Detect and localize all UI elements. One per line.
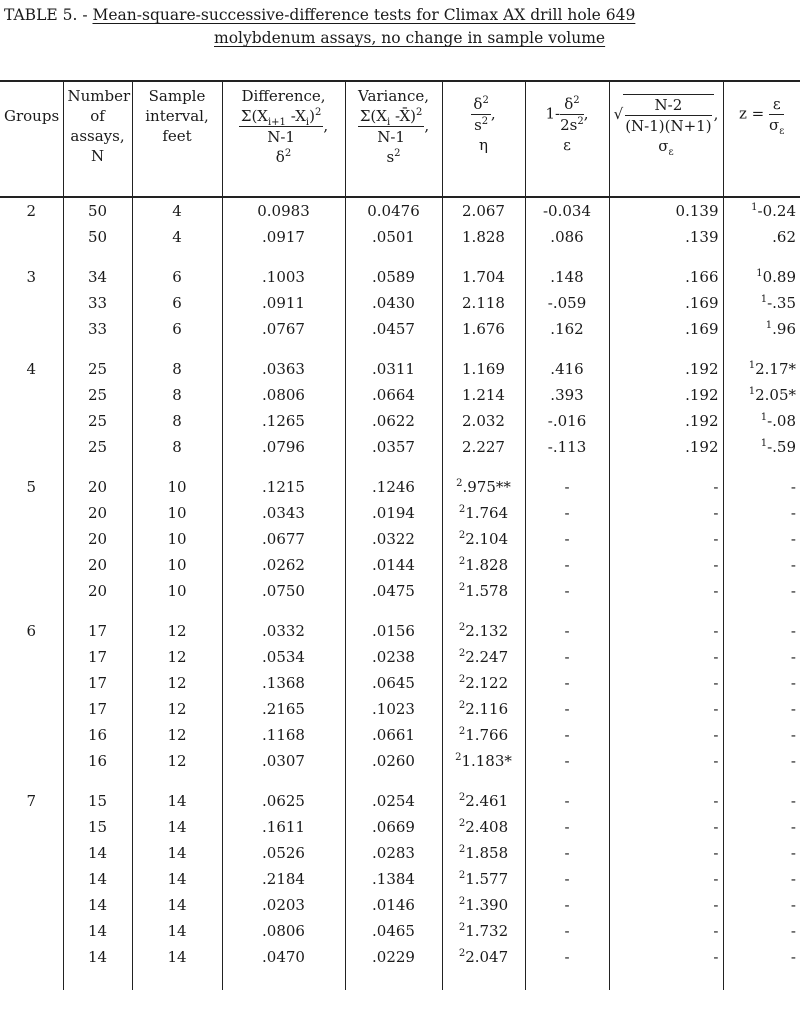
cell-variance: .0465 bbox=[345, 918, 442, 944]
cell-z: $^1$-.59 bbox=[723, 434, 800, 460]
cell-eta: 1.676 bbox=[442, 316, 525, 342]
cell-groups bbox=[0, 748, 63, 774]
cell-z: - bbox=[723, 892, 800, 918]
cell-difference: .1168 bbox=[222, 722, 345, 748]
cell-variance: .0357 bbox=[345, 434, 442, 460]
cell-variance: .0311 bbox=[345, 356, 442, 382]
cell-variance: .1246 bbox=[345, 474, 442, 500]
header-z: z = $\frac{\varepsilon}{\sigma_\varepsilon}$ bbox=[723, 81, 800, 197]
cell-groups bbox=[0, 892, 63, 918]
cell-number: 25 bbox=[63, 408, 132, 434]
data-table bbox=[0, 80, 800, 990]
cell-groups: 5 bbox=[26, 478, 37, 496]
sigma-formula: $\frac{N-2}{(N-1)(N+1)}$ bbox=[625, 96, 712, 135]
cell-groups bbox=[0, 500, 63, 526]
cell-eta: $^2$1.732 bbox=[442, 918, 525, 944]
cell-z: $^1$.96 bbox=[723, 316, 800, 342]
cell-difference: .0917 bbox=[222, 224, 345, 250]
cell-z: - bbox=[723, 500, 800, 526]
cell-number: 15 bbox=[63, 814, 132, 840]
table-row bbox=[0, 918, 800, 944]
cell-number: 16 bbox=[63, 722, 132, 748]
cell-sigma: - bbox=[609, 618, 723, 644]
cell-interval: 14 bbox=[132, 840, 222, 866]
cell-difference: 0.0983 bbox=[222, 197, 345, 224]
cell-sigma: .169 bbox=[609, 316, 723, 342]
table-row bbox=[0, 644, 800, 670]
cell-sigma: .192 bbox=[609, 356, 723, 382]
cell-difference: .1611 bbox=[222, 814, 345, 840]
table-caption-line1: Mean-square-successive-difference tests for Climax AX drill hole 649 bbox=[92, 6, 636, 24]
cell-z: - bbox=[723, 866, 800, 892]
cell-interval: 14 bbox=[132, 892, 222, 918]
cell-sigma: - bbox=[609, 578, 723, 604]
cell-eta: 1.169 bbox=[442, 356, 525, 382]
cell-eta: 1.704 bbox=[442, 264, 525, 290]
cell-difference: .0534 bbox=[222, 644, 345, 670]
cell-variance: .0661 bbox=[345, 722, 442, 748]
cell-groups bbox=[0, 918, 63, 944]
table-row bbox=[0, 290, 800, 316]
table-row bbox=[0, 474, 800, 500]
cell-interval: 14 bbox=[132, 866, 222, 892]
cell-eta: $^2$2.047 bbox=[442, 944, 525, 970]
cell-eta: $^2$2.104 bbox=[442, 526, 525, 552]
cell-interval: 12 bbox=[132, 618, 222, 644]
cell-z: $^1$2.05* bbox=[723, 382, 800, 408]
cell-groups: 4 bbox=[26, 360, 37, 378]
cell-eta: 2.118 bbox=[442, 290, 525, 316]
cell-number: 20 bbox=[63, 500, 132, 526]
cell-difference: .0796 bbox=[222, 434, 345, 460]
table-row bbox=[0, 356, 800, 382]
cell-variance: .1384 bbox=[345, 866, 442, 892]
cell-epsilon: -0.034 bbox=[525, 197, 609, 224]
cell-z: .62 bbox=[723, 224, 800, 250]
cell-variance: .0254 bbox=[345, 788, 442, 814]
cell-interval: 8 bbox=[132, 382, 222, 408]
cell-difference: .0363 bbox=[222, 356, 345, 382]
cell-z: - bbox=[723, 618, 800, 644]
cell-epsilon: -.113 bbox=[525, 434, 609, 460]
table-row bbox=[0, 316, 800, 342]
table-row bbox=[0, 197, 800, 224]
cell-eta: $^2$1.764 bbox=[442, 500, 525, 526]
cell-groups: 3 bbox=[26, 268, 37, 286]
cell-difference: .0911 bbox=[222, 290, 345, 316]
cell-variance: .0622 bbox=[345, 408, 442, 434]
table-row bbox=[0, 696, 800, 722]
cell-difference: .0767 bbox=[222, 316, 345, 342]
cell-epsilon: .086 bbox=[525, 224, 609, 250]
cell-number: 14 bbox=[63, 866, 132, 892]
cell-eta: 1.214 bbox=[442, 382, 525, 408]
cell-sigma: - bbox=[609, 918, 723, 944]
cell-groups bbox=[0, 552, 63, 578]
cell-eta: 2.032 bbox=[442, 408, 525, 434]
cell-interval: 6 bbox=[132, 316, 222, 342]
cell-groups bbox=[0, 224, 63, 250]
cell-groups bbox=[0, 290, 63, 316]
cell-sigma: - bbox=[609, 722, 723, 748]
cell-difference: .0750 bbox=[222, 578, 345, 604]
cell-difference: .1003 bbox=[222, 264, 345, 290]
cell-epsilon: - bbox=[525, 814, 609, 840]
cell-sigma: - bbox=[609, 748, 723, 774]
table-row bbox=[0, 866, 800, 892]
cell-sigma: - bbox=[609, 526, 723, 552]
table-row bbox=[0, 670, 800, 696]
table-row bbox=[0, 552, 800, 578]
cell-number: 14 bbox=[63, 840, 132, 866]
cell-sigma: - bbox=[609, 866, 723, 892]
table-row bbox=[0, 892, 800, 918]
cell-interval: 14 bbox=[132, 944, 222, 970]
cell-z: - bbox=[723, 644, 800, 670]
cell-interval: 4 bbox=[132, 224, 222, 250]
cell-interval: 12 bbox=[132, 644, 222, 670]
cell-number: 14 bbox=[63, 892, 132, 918]
cell-difference: .1368 bbox=[222, 670, 345, 696]
cell-number: 17 bbox=[63, 644, 132, 670]
cell-number: 50 bbox=[63, 224, 132, 250]
cell-interval: 10 bbox=[132, 526, 222, 552]
header-difference: Difference, $\frac{\Sigma(X_{i+1} -X_i)^2}{N-1}$ , $\delta^2$ bbox=[222, 81, 345, 197]
cell-interval: 14 bbox=[132, 788, 222, 814]
cell-number: 25 bbox=[63, 434, 132, 460]
cell-sigma: - bbox=[609, 944, 723, 970]
cell-interval: 10 bbox=[132, 474, 222, 500]
table-title bbox=[4, 4, 635, 26]
cell-difference: .0526 bbox=[222, 840, 345, 866]
cell-interval: 8 bbox=[132, 434, 222, 460]
group-spacer bbox=[0, 774, 800, 788]
cell-z: - bbox=[723, 944, 800, 970]
cell-variance: .0669 bbox=[345, 814, 442, 840]
cell-sigma: - bbox=[609, 474, 723, 500]
cell-sigma: .192 bbox=[609, 434, 723, 460]
cell-sigma: .192 bbox=[609, 408, 723, 434]
cell-groups: 6 bbox=[26, 622, 37, 640]
cell-z: - bbox=[723, 722, 800, 748]
cell-sigma: .166 bbox=[609, 264, 723, 290]
cell-z: $^1$-0.24 bbox=[723, 197, 800, 224]
cell-groups bbox=[0, 866, 63, 892]
cell-groups bbox=[0, 814, 63, 840]
cell-sigma: - bbox=[609, 500, 723, 526]
cell-eta: $^2$1.828 bbox=[442, 552, 525, 578]
cell-sigma: 0.139 bbox=[609, 197, 723, 224]
header-sigma: √ $\frac{N-2}{(N-1)(N+1)}$ , $\sigma_\varepsilon$ bbox=[609, 81, 723, 197]
cell-variance: .0156 bbox=[345, 618, 442, 644]
cell-sigma: - bbox=[609, 814, 723, 840]
table-body bbox=[0, 197, 800, 990]
cell-epsilon: .162 bbox=[525, 316, 609, 342]
cell-variance: 0.0476 bbox=[345, 197, 442, 224]
cell-sigma: - bbox=[609, 670, 723, 696]
cell-number: 16 bbox=[63, 748, 132, 774]
cell-difference: .0307 bbox=[222, 748, 345, 774]
table-caption-line2: molybdenum assays, no change in sample volume bbox=[214, 29, 606, 47]
cell-variance: .0194 bbox=[345, 500, 442, 526]
cell-variance: .0146 bbox=[345, 892, 442, 918]
group-spacer bbox=[0, 460, 800, 474]
cell-interval: 12 bbox=[132, 696, 222, 722]
cell-groups bbox=[0, 526, 63, 552]
table-row bbox=[0, 578, 800, 604]
cell-groups bbox=[0, 382, 63, 408]
cell-variance: .0238 bbox=[345, 644, 442, 670]
cell-difference: .2184 bbox=[222, 866, 345, 892]
table-row bbox=[0, 264, 800, 290]
table-label: TABLE 5. - bbox=[4, 6, 93, 24]
cell-variance: .0322 bbox=[345, 526, 442, 552]
cell-epsilon: - bbox=[525, 722, 609, 748]
cell-variance: .0645 bbox=[345, 670, 442, 696]
cell-groups: 7 bbox=[26, 792, 37, 810]
cell-interval: 10 bbox=[132, 500, 222, 526]
cell-groups bbox=[0, 670, 63, 696]
cell-number: 14 bbox=[63, 918, 132, 944]
cell-number: 34 bbox=[63, 264, 132, 290]
header-groups: Groups bbox=[0, 81, 63, 197]
cell-variance: .0589 bbox=[345, 264, 442, 290]
header-variance: Variance, $\frac{\Sigma(X_i -X̄)^2}{N-1}$ , $s^2$ bbox=[345, 81, 442, 197]
cell-eta: 2.227 bbox=[442, 434, 525, 460]
header-interval: Sample interval, feet bbox=[132, 81, 222, 197]
cell-sigma: - bbox=[609, 840, 723, 866]
cell-difference: .1265 bbox=[222, 408, 345, 434]
cell-variance: .0283 bbox=[345, 840, 442, 866]
cell-eta: $^2$1.858 bbox=[442, 840, 525, 866]
cell-number: 14 bbox=[63, 944, 132, 970]
table-row bbox=[0, 722, 800, 748]
difference-formula: $\frac{\Sigma(X_{i+1} -X_i)^2}{N-1}$ bbox=[240, 107, 322, 146]
cell-difference: .0343 bbox=[222, 500, 345, 526]
cell-number: 20 bbox=[63, 474, 132, 500]
cell-interval: 14 bbox=[132, 814, 222, 840]
cell-epsilon: - bbox=[525, 788, 609, 814]
group-spacer bbox=[0, 604, 800, 618]
cell-epsilon: .148 bbox=[525, 264, 609, 290]
cell-number: 33 bbox=[63, 316, 132, 342]
header-epsilon: 1- $\frac{\delta^2}{2s^2}$ , ε bbox=[525, 81, 609, 197]
cell-difference: .0677 bbox=[222, 526, 345, 552]
cell-eta: 2.067 bbox=[442, 197, 525, 224]
cell-difference: .0203 bbox=[222, 892, 345, 918]
cell-eta: $^2$.975** bbox=[442, 474, 525, 500]
cell-groups bbox=[0, 578, 63, 604]
cell-epsilon: - bbox=[525, 500, 609, 526]
cell-eta: $^2$2.408 bbox=[442, 814, 525, 840]
cell-epsilon: - bbox=[525, 892, 609, 918]
cell-groups bbox=[0, 434, 63, 460]
cell-z: - bbox=[723, 670, 800, 696]
table-row bbox=[0, 944, 800, 970]
cell-variance: .1023 bbox=[345, 696, 442, 722]
table-row bbox=[0, 526, 800, 552]
cell-number: 25 bbox=[63, 356, 132, 382]
cell-groups bbox=[0, 316, 63, 342]
table-row bbox=[0, 840, 800, 866]
cell-z: - bbox=[723, 696, 800, 722]
cell-groups bbox=[0, 944, 63, 970]
table-row bbox=[0, 434, 800, 460]
table-row bbox=[0, 748, 800, 774]
cell-variance: .0229 bbox=[345, 944, 442, 970]
cell-z: - bbox=[723, 748, 800, 774]
cell-number: 20 bbox=[63, 552, 132, 578]
table-row bbox=[0, 382, 800, 408]
cell-z: - bbox=[723, 788, 800, 814]
cell-interval: 10 bbox=[132, 552, 222, 578]
cell-eta: $^2$2.247 bbox=[442, 644, 525, 670]
cell-z: - bbox=[723, 552, 800, 578]
cell-interval: 6 bbox=[132, 264, 222, 290]
eta-formula: $\frac{\delta^2}{s^2}$ bbox=[473, 95, 489, 134]
cell-interval: 14 bbox=[132, 918, 222, 944]
cell-z: - bbox=[723, 526, 800, 552]
cell-interval: 6 bbox=[132, 290, 222, 316]
cell-interval: 12 bbox=[132, 748, 222, 774]
cell-sigma: - bbox=[609, 696, 723, 722]
z-formula: $\frac{\varepsilon}{\sigma_\varepsilon}$ bbox=[769, 95, 785, 137]
cell-variance: .0501 bbox=[345, 224, 442, 250]
cell-sigma: .139 bbox=[609, 224, 723, 250]
cell-epsilon: .416 bbox=[525, 356, 609, 382]
cell-epsilon: - bbox=[525, 866, 609, 892]
cell-interval: 8 bbox=[132, 408, 222, 434]
cell-epsilon: - bbox=[525, 944, 609, 970]
cell-groups bbox=[0, 840, 63, 866]
cell-sigma: - bbox=[609, 552, 723, 578]
cell-difference: .0806 bbox=[222, 382, 345, 408]
cell-epsilon: - bbox=[525, 526, 609, 552]
cell-sigma: - bbox=[609, 644, 723, 670]
header-number: Number of assays, N bbox=[63, 81, 132, 197]
cell-sigma: - bbox=[609, 892, 723, 918]
cell-variance: .0664 bbox=[345, 382, 442, 408]
table-row bbox=[0, 788, 800, 814]
cell-eta: $^2$2.122 bbox=[442, 670, 525, 696]
cell-groups bbox=[0, 696, 63, 722]
cell-epsilon: - bbox=[525, 696, 609, 722]
cell-sigma: .192 bbox=[609, 382, 723, 408]
cell-groups bbox=[0, 722, 63, 748]
cell-number: 17 bbox=[63, 696, 132, 722]
cell-number: 20 bbox=[63, 578, 132, 604]
cell-variance: .0457 bbox=[345, 316, 442, 342]
table-row bbox=[0, 618, 800, 644]
cell-eta: $^2$1.578 bbox=[442, 578, 525, 604]
cell-epsilon: - bbox=[525, 918, 609, 944]
cell-epsilon: - bbox=[525, 618, 609, 644]
cell-difference: .2165 bbox=[222, 696, 345, 722]
header-eta: $\frac{\delta^2}{s^2}$ , η bbox=[442, 81, 525, 197]
cell-eta: $^2$2.132 bbox=[442, 618, 525, 644]
group-spacer bbox=[0, 342, 800, 356]
table-row bbox=[0, 814, 800, 840]
cell-groups: 2 bbox=[26, 202, 37, 220]
cell-eta: 1.828 bbox=[442, 224, 525, 250]
cell-epsilon: - bbox=[525, 578, 609, 604]
cell-z: - bbox=[723, 814, 800, 840]
cell-number: 50 bbox=[63, 197, 132, 224]
cell-z: $^1$2.17* bbox=[723, 356, 800, 382]
cell-epsilon: -.059 bbox=[525, 290, 609, 316]
cell-z: $^1$0.89 bbox=[723, 264, 800, 290]
header-row bbox=[0, 81, 800, 197]
cell-difference: .0806 bbox=[222, 918, 345, 944]
cell-interval: 12 bbox=[132, 670, 222, 696]
cell-eta: $^2$2.461 bbox=[442, 788, 525, 814]
group-spacer bbox=[0, 250, 800, 264]
cell-z: $^1$-.08 bbox=[723, 408, 800, 434]
cell-epsilon: - bbox=[525, 474, 609, 500]
cell-epsilon: - bbox=[525, 644, 609, 670]
cell-sigma: - bbox=[609, 788, 723, 814]
cell-difference: .0470 bbox=[222, 944, 345, 970]
cell-epsilon: .393 bbox=[525, 382, 609, 408]
cell-interval: 10 bbox=[132, 578, 222, 604]
variance-formula: $\frac{\Sigma(X_i -X̄)^2}{N-1}$ bbox=[359, 107, 423, 146]
cell-difference: .1215 bbox=[222, 474, 345, 500]
cell-eta: $^2$1.766 bbox=[442, 722, 525, 748]
cell-number: 25 bbox=[63, 382, 132, 408]
cell-variance: .0475 bbox=[345, 578, 442, 604]
cell-eta: $^2$1.390 bbox=[442, 892, 525, 918]
cell-number: 17 bbox=[63, 618, 132, 644]
cell-number: 15 bbox=[63, 788, 132, 814]
cell-epsilon: - bbox=[525, 670, 609, 696]
cell-interval: 4 bbox=[132, 197, 222, 224]
epsilon-formula: $\frac{\delta^2}{2s^2}$ bbox=[560, 95, 584, 134]
cell-z: $^1$-.35 bbox=[723, 290, 800, 316]
cell-z: - bbox=[723, 474, 800, 500]
cell-interval: 8 bbox=[132, 356, 222, 382]
cell-z: - bbox=[723, 578, 800, 604]
cell-epsilon: - bbox=[525, 840, 609, 866]
cell-epsilon: - bbox=[525, 552, 609, 578]
table-row bbox=[0, 500, 800, 526]
cell-epsilon: - bbox=[525, 748, 609, 774]
cell-difference: .0625 bbox=[222, 788, 345, 814]
table-row bbox=[0, 408, 800, 434]
cell-groups bbox=[0, 644, 63, 670]
cell-z: - bbox=[723, 918, 800, 944]
cell-number: 20 bbox=[63, 526, 132, 552]
cell-eta: $^2$1.577 bbox=[442, 866, 525, 892]
table-bottom-spacer bbox=[0, 970, 800, 990]
cell-variance: .0430 bbox=[345, 290, 442, 316]
cell-eta: $^2$2.116 bbox=[442, 696, 525, 722]
table-row bbox=[0, 224, 800, 250]
cell-epsilon: -.016 bbox=[525, 408, 609, 434]
cell-number: 17 bbox=[63, 670, 132, 696]
cell-eta: $^2$1.183* bbox=[442, 748, 525, 774]
cell-number: 33 bbox=[63, 290, 132, 316]
cell-groups bbox=[0, 408, 63, 434]
cell-difference: .0332 bbox=[222, 618, 345, 644]
cell-difference: .0262 bbox=[222, 552, 345, 578]
cell-z: - bbox=[723, 840, 800, 866]
cell-variance: .0144 bbox=[345, 552, 442, 578]
cell-variance: .0260 bbox=[345, 748, 442, 774]
cell-interval: 12 bbox=[132, 722, 222, 748]
cell-sigma: .169 bbox=[609, 290, 723, 316]
